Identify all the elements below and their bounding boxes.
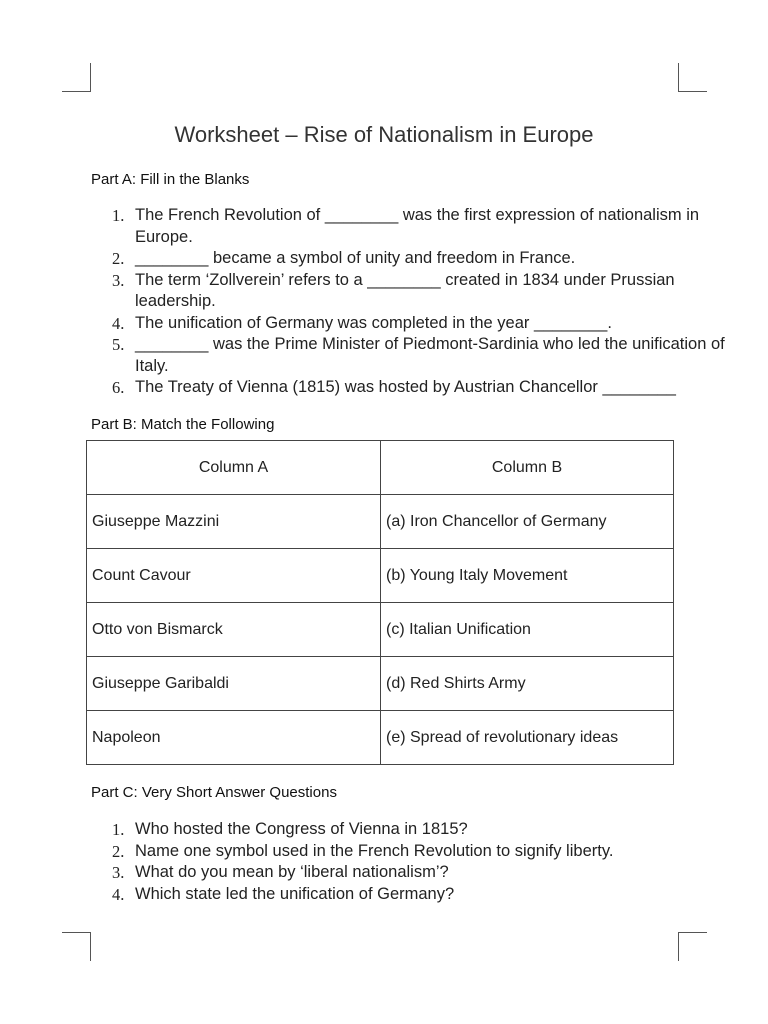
part-b-heading: Part B: Match the Following <box>91 416 275 433</box>
list-item <box>91 377 731 399</box>
list-item <box>91 270 731 313</box>
table-row <box>87 711 674 765</box>
item-text: What do you mean by ‘liberal nationalism’? <box>135 863 449 881</box>
column-b-cell: (c) Italian Unification <box>381 603 674 657</box>
column-b-cell: (a) Iron Chancellor of Germany <box>381 495 674 549</box>
item-number: 2. <box>112 249 125 268</box>
item-text: ________ became a symbol of unity and freedom in France. <box>135 249 576 267</box>
crop-mark-bottom-left <box>62 932 91 961</box>
part-a-heading: Part A: Fill in the Blanks <box>91 171 250 188</box>
item-number: 1. <box>112 820 125 839</box>
item-number: 4. <box>112 313 125 333</box>
list-item <box>91 841 731 863</box>
match-table <box>86 440 674 765</box>
column-a-cell: Count Cavour <box>87 549 381 603</box>
column-b-header: Column B <box>381 441 674 495</box>
list-item <box>91 819 731 841</box>
item-number: 1. <box>112 206 125 225</box>
column-a-cell: Napoleon <box>87 711 381 765</box>
item-number: 3. <box>112 863 125 882</box>
list-item <box>91 205 731 248</box>
column-a-cell: Giuseppe Mazzini <box>87 495 381 549</box>
crop-mark-top-left <box>62 63 91 92</box>
table-row <box>87 549 674 603</box>
item-text: Name one symbol used in the French Revolution to signify liberty. <box>135 841 614 860</box>
table-row <box>87 603 674 657</box>
crop-mark-top-right <box>678 63 707 92</box>
list-item <box>91 334 731 377</box>
part-a-list <box>91 205 731 399</box>
part-c-heading: Part C: Very Short Answer Questions <box>91 784 337 801</box>
item-number: 3. <box>112 270 125 290</box>
item-text: The term ‘Zollverein’ refers to a ________ created in 1834 under Prussian leadership. <box>135 270 675 310</box>
item-text: The Treaty of Vienna (1815) was hosted by Austrian Chancellor ________ <box>135 378 676 396</box>
item-text: ________ was the Prime Minister of Piedmont-Sardinia who led the unification of Italy. <box>135 335 725 375</box>
item-number: 5. <box>112 335 125 354</box>
item-number: 4. <box>112 884 125 904</box>
column-a-cell: Otto von Bismarck <box>87 603 381 657</box>
table-header-row <box>87 441 674 495</box>
list-item <box>91 313 731 335</box>
crop-mark-bottom-right <box>678 932 707 961</box>
part-c-list <box>91 819 731 905</box>
table-row <box>87 657 674 711</box>
item-text: The French Revolution of ________ was the first expression of nationalism in Europe. <box>135 206 700 246</box>
item-number: 2. <box>112 841 125 861</box>
item-number: 6. <box>112 378 125 397</box>
item-text: Which state led the unification of Germany? <box>135 884 455 903</box>
item-text: Who hosted the Congress of Vienna in 1815? <box>135 820 468 838</box>
column-b-cell: (e) Spread of revolutionary ideas <box>381 711 674 765</box>
column-a-header: Column A <box>87 441 381 495</box>
list-item <box>91 862 731 884</box>
page-title: Worksheet – Rise of Nationalism in Europe <box>174 122 594 147</box>
column-b-cell: (d) Red Shirts Army <box>381 657 674 711</box>
column-b-cell: (b) Young Italy Movement <box>381 549 674 603</box>
table-row <box>87 495 674 549</box>
column-a-cell: Giuseppe Garibaldi <box>87 657 381 711</box>
list-item <box>91 248 731 270</box>
item-text: The unification of Germany was completed in the year ________. <box>135 313 612 332</box>
list-item <box>91 884 731 906</box>
